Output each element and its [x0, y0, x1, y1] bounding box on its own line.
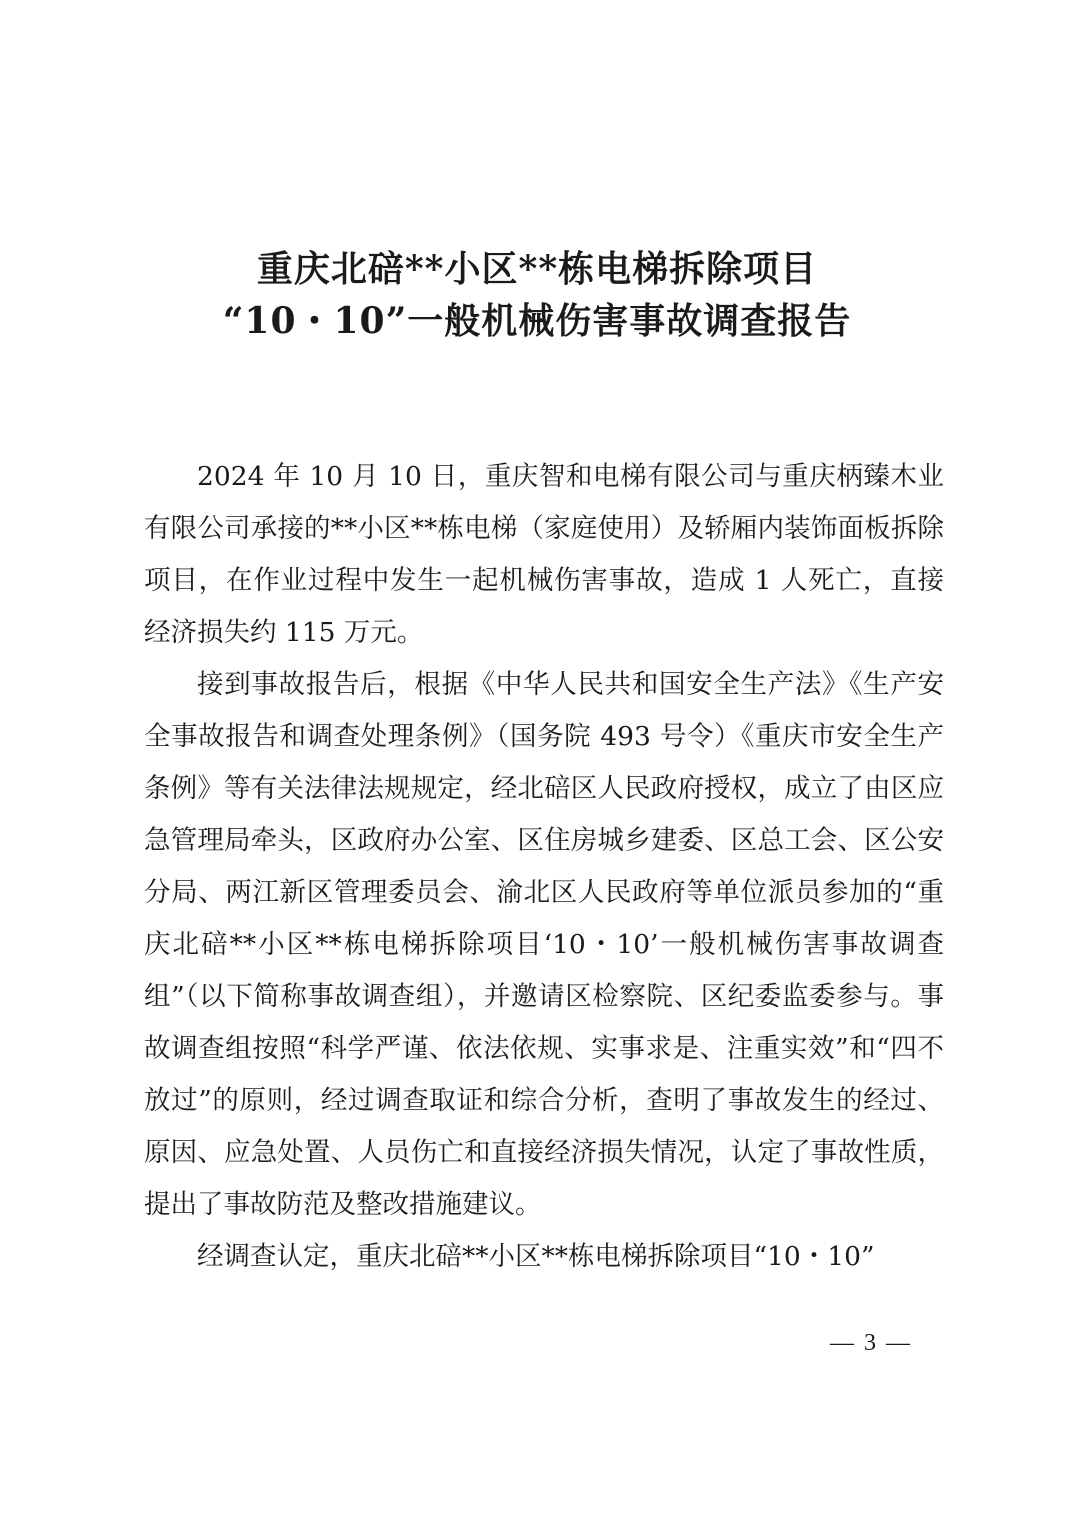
paragraph-1: 2024 年 10 月 10 日，重庆智和电梯有限公司与重庆柄臻木业有限公司承接的**小区**栋电梯（家庭使用）及轿厢内装饰面板拆除项目，在作业过程中发生一起机械伤害事故，造成 1 人死亡，直接经济损失约 115 万元。	[144, 461, 944, 648]
title-line-2: “10・10”一般机械伤害事故调查报告	[222, 300, 852, 342]
title-line-1: 重庆北碚**小区**栋电梯拆除项目	[256, 248, 818, 290]
page-number: — 3 —	[830, 1330, 912, 1356]
document-body	[144, 451, 944, 1283]
paragraph-3: 经调查认定，重庆北碚**小区**栋电梯拆除项目“10・10”	[197, 1241, 875, 1272]
document-title	[0, 243, 1074, 347]
paragraph-2: 接到事故报告后，根据《中华人民共和国安全生产法》《生产安全事故报告和调查处理条例》（国务院 493 号令）《重庆市安全生产条例》等有关法律法规规定，经北碚区人民政府授权，成立了由区应急管理局牵头，区政府办公室、区住房城乡建委、区总工会、区公安分局、两江新区管理委员会、渝北区人民政府等单位派员参加的“重庆北碚**小区**栋电梯拆除项目‘10・10’一般机械伤害事故调查组”（以下简称事故调查组），并邀请区检察院、区纪委监委参与。事故调查组按照“科学严谨、依法依规、实事求是、注重实效”和“四不放过”的原则，经过调查取证和综合分析，查明了事故发生的经过、原因、应急处置、人员伤亡和直接经济损失情况，认定了事故性质，提出了事故防范及整改措施建议。	[144, 669, 944, 1220]
